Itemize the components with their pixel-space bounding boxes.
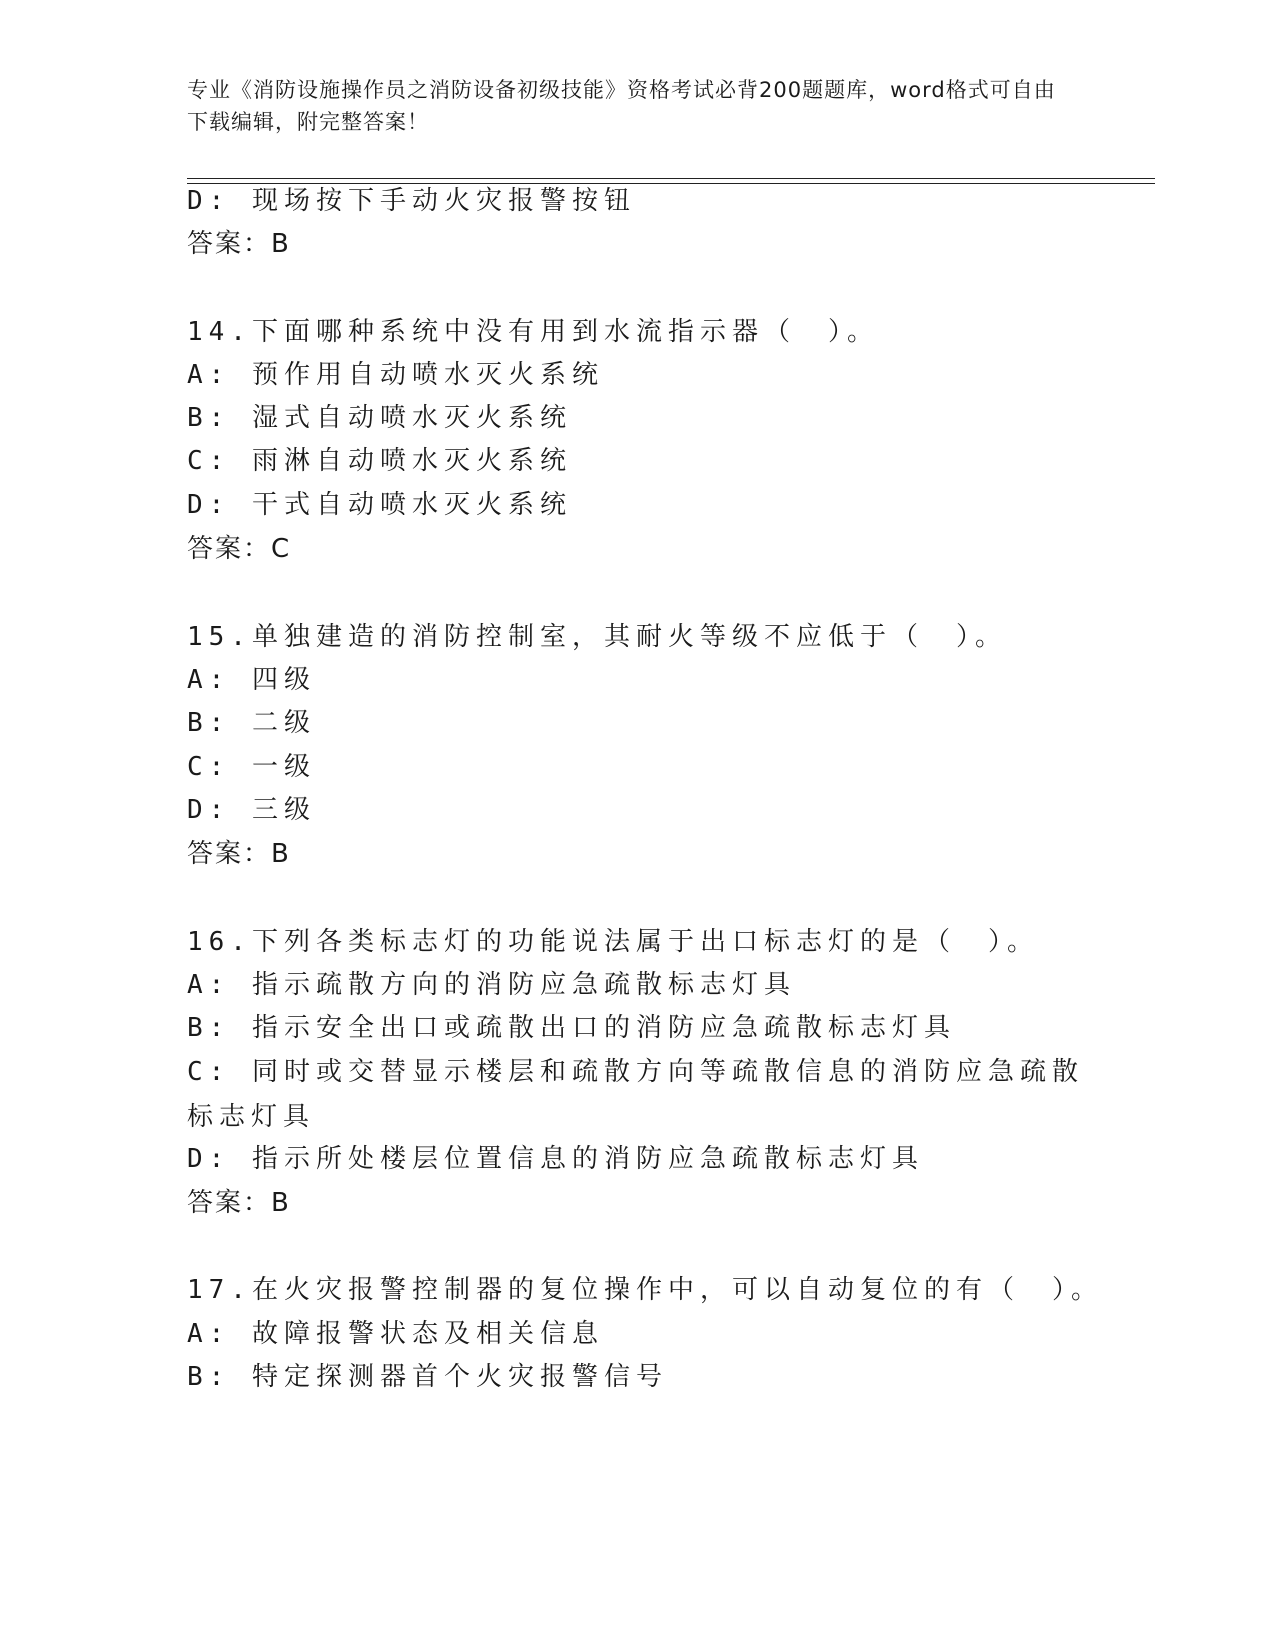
q16-option-b: B: 指示安全出口或疏散出口的消防应急疏散标志灯具 bbox=[187, 1013, 956, 1043]
q17-option-b: B: 特定探测器首个火灾报警信号 bbox=[187, 1362, 668, 1392]
q16-question: 16.下列各类标志灯的功能说法属于出口标志灯的是（ ）。 bbox=[187, 927, 1039, 957]
q15-option-a: A: 四级 bbox=[187, 665, 316, 695]
q15-option-c: C: 一级 bbox=[187, 752, 316, 782]
q14-question: 14.下面哪种系统中没有用到水流指示器（ ）。 bbox=[187, 317, 879, 347]
q14-option-d: D: 干式自动喷水灭火系统 bbox=[187, 490, 572, 520]
q13-option-d: D: 现场按下手动火灾报警按钮 bbox=[187, 186, 636, 216]
q16-answer: 答案：B bbox=[187, 1188, 291, 1218]
q15-answer: 答案：B bbox=[187, 839, 291, 869]
q14-option-b: B: 湿式自动喷水灭火系统 bbox=[187, 403, 572, 433]
document-header: 专业《消防设施操作员之消防设备初级技能》资格考试必背200题题库，word格式可自由下载编辑，附完整答案！ bbox=[187, 78, 1056, 134]
q15-question: 15.单独建造的消防控制室，其耐火等级不应低于（ ）。 bbox=[187, 622, 1007, 652]
q14-option-a: A: 预作用自动喷水灭火系统 bbox=[187, 360, 604, 390]
q14-answer: 答案：C bbox=[187, 534, 292, 564]
q16-option-a: A: 指示疏散方向的消防应急疏散标志灯具 bbox=[187, 970, 796, 1000]
header-divider-top bbox=[187, 178, 1155, 179]
q16-option-d: D: 指示所处楼层位置信息的消防应急疏散标志灯具 bbox=[187, 1144, 924, 1174]
q13-answer: 答案：B bbox=[187, 229, 291, 259]
q17-option-a: A: 故障报警状态及相关信息 bbox=[187, 1319, 604, 1349]
q14-option-c: C: 雨淋自动喷水灭火系统 bbox=[187, 446, 572, 476]
q15-option-b: B: 二级 bbox=[187, 708, 316, 738]
q17-question: 17.在火灾报警控制器的复位操作中，可以自动复位的有（ ）。 bbox=[187, 1275, 1103, 1305]
q15-option-d: D: 三级 bbox=[187, 795, 316, 825]
q16-option-c: C: 同时或交替显示楼层和疏散方向等疏散信息的消防应急疏散标志灯具 bbox=[187, 1057, 1084, 1132]
